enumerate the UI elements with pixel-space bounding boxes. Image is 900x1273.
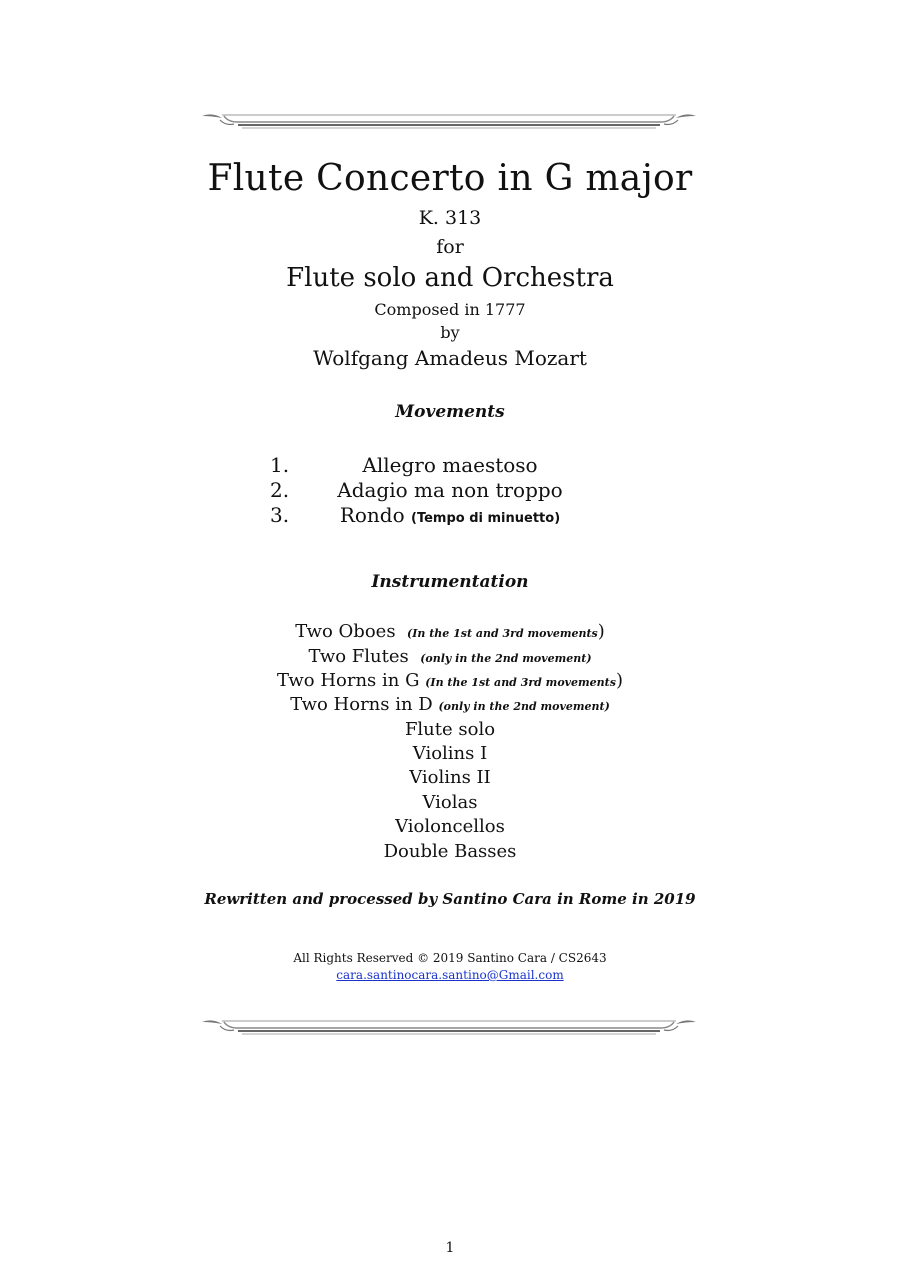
catalog-number: K. 313 <box>418 207 482 229</box>
bottom-ornament <box>198 1016 700 1038</box>
instrument-note-close: ) <box>615 670 623 691</box>
instrument-name: Double Basses <box>383 841 517 862</box>
instrument-name: Violins I <box>412 743 488 764</box>
instrument-name: Violoncellos <box>395 816 505 837</box>
email-link[interactable]: cara.santinocara.santino@Gmail.com <box>336 968 564 982</box>
movements-heading: Movements <box>395 402 505 422</box>
instrument-name: Two Horns in G <box>277 670 420 691</box>
instrument-note: (only in the 2nd movement) <box>420 652 592 665</box>
by-label: by <box>440 323 460 342</box>
movement-name: Adagio ma non troppo <box>337 478 563 502</box>
instrument-note-close: ) <box>597 621 605 642</box>
instrument-note: (only in the 2nd movement) <box>438 700 610 713</box>
movement-item <box>0 453 900 479</box>
top-ornament <box>198 110 700 132</box>
instrument-item <box>0 816 900 837</box>
instrument-item <box>0 694 900 715</box>
instrument-name: Violins II <box>409 767 491 788</box>
movement-number: 1. <box>270 453 290 477</box>
movement-item <box>0 478 900 504</box>
composer-name: Wolfgang Amadeus Mozart <box>313 346 587 370</box>
instrument-name: Flute solo <box>404 719 496 740</box>
instrument-note: (In the 1st and 3rd movements <box>407 627 598 640</box>
page-number: 1 <box>445 1240 455 1256</box>
instrument-item <box>0 719 900 740</box>
rewritten-credit: Rewritten and processed by Santino Cara in Rome in 2019 <box>204 890 696 908</box>
instrument-name: Two Horns in D <box>290 694 433 715</box>
movement-number: 2. <box>270 478 290 502</box>
instrumentation-heading: Instrumentation <box>371 572 529 592</box>
forces-subtitle: Flute solo and Orchestra <box>286 263 614 293</box>
instrument-note: (In the 1st and 3rd movements <box>425 676 616 689</box>
instrument-item <box>0 621 900 642</box>
instrument-item <box>0 646 900 667</box>
instrument-item <box>0 767 900 788</box>
movement-name: Rondo <box>339 503 405 527</box>
movement-item <box>0 503 900 529</box>
page-title: Flute Concerto in G major <box>207 158 693 199</box>
instrument-item <box>0 743 900 764</box>
composed-date: Composed in 1777 <box>374 300 526 319</box>
instrument-item <box>0 841 900 862</box>
for-label: for <box>436 236 464 258</box>
instrument-name: Two Oboes <box>295 621 396 642</box>
movement-number: 3. <box>270 503 290 527</box>
instrument-item <box>0 670 900 691</box>
movement-name: Allegro maestoso <box>362 453 538 477</box>
instrument-name: Two Flutes <box>308 646 409 667</box>
instrument-item <box>0 792 900 813</box>
instrument-name: Violas <box>422 792 478 813</box>
copyright-notice: All Rights Reserved © 2019 Santino Cara / CS2643 <box>293 951 607 965</box>
movement-tempo-note: (Tempo di minuetto) <box>411 511 561 526</box>
